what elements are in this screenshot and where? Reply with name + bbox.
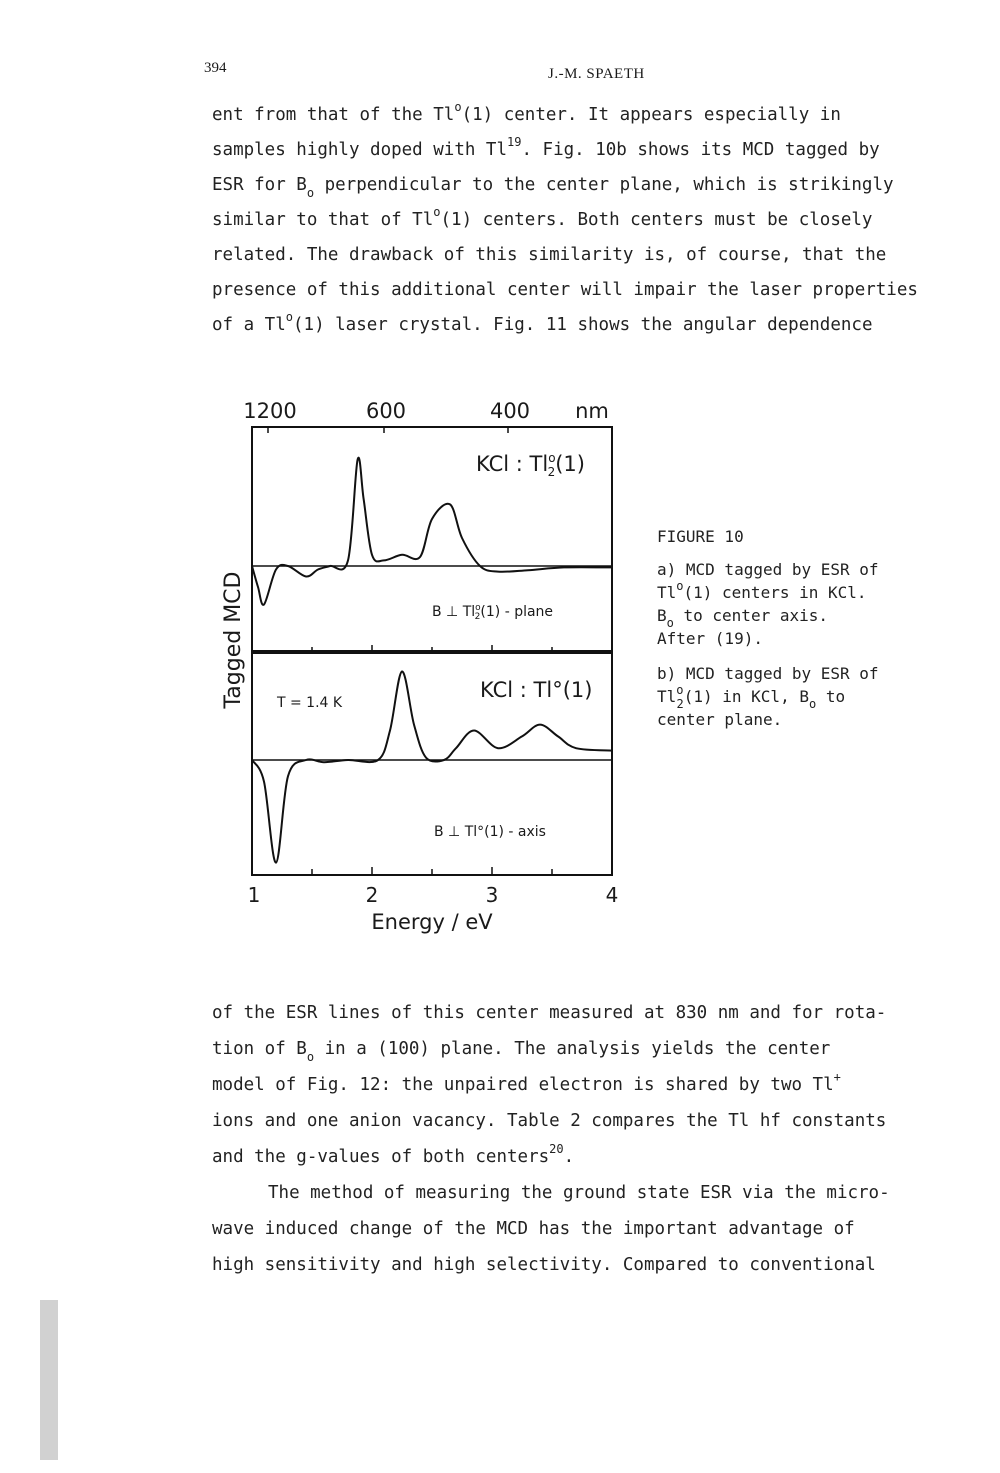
nm-unit-label: nm (575, 399, 609, 423)
text-line: related. The drawback of this similarity is, of course, that the (212, 245, 887, 265)
figure-caption (657, 525, 947, 731)
temperature-label: T = 1.4 K (277, 695, 343, 711)
text-line: The method of measuring the ground state ESR via the micro- (268, 1183, 890, 1203)
text-line: and the g-values of both centers$^{20}$. (212, 1142, 575, 1167)
nm-tick-label: 400 (489, 399, 531, 423)
panel-b-sample-label: KCl : Tl°(1) (480, 678, 593, 702)
caption-line: Tl$^o$(1) centers in KCl. (657, 578, 867, 602)
panel-a-sample-label: KCl : Tl$^o$ 2(1) (476, 451, 585, 479)
panel-b-field-label: B ⊥ Tl°(1) - axis (434, 824, 546, 840)
page-number: 394 (204, 60, 227, 76)
text-line: ESR for $B_o$ perpendicular to the center plane, which is strikingly (212, 175, 894, 200)
scan-artifact (40, 1300, 58, 1460)
y-axis-label: Tagged MCD (221, 571, 246, 709)
mcd-trace-panel-a (252, 458, 612, 605)
caption-line: center plane. (657, 710, 783, 729)
text-line: ions and one anion vacancy. Table 2 compares the Tl hf constants (212, 1111, 887, 1131)
nm-tick-label: 1200 (243, 399, 297, 423)
text-line: high sensitivity and high selectivity. Compared to conventional (212, 1255, 876, 1275)
text-line: ent from that of the Tl$^o$(1) center. It appears especially in (212, 100, 841, 125)
text-line: similar to that of Tl$^o$(1) centers. Both centers must be closely (212, 205, 873, 230)
ev-tick-label: 3 (485, 883, 499, 907)
caption-line: $B_o$ to center axis. (657, 606, 828, 631)
ev-tick-label: 2 (365, 883, 379, 907)
caption-line: b) MCD tagged by ESR of (657, 664, 879, 683)
text-line: samples highly doped with Tl$^{19}$. Fig. 10b shows its MCD tagged by (212, 135, 880, 160)
caption-line: $Tl^o_2(1)$ in KCl, $B_o$ to (657, 682, 846, 712)
caption-line: After (19). (657, 629, 763, 648)
caption-line: a) MCD tagged by ESR of (657, 560, 879, 579)
caption-title: FIGURE 10 (657, 527, 744, 546)
panel-a-field-label: B ⊥ Tl$^o$ 2(1) - plane (432, 603, 554, 622)
running-head: J.-M. SPAETH (548, 66, 645, 82)
ev-tick-label: 4 (605, 883, 619, 907)
text-line: model of Fig. 12: the unpaired electron is shared by two Tl+ (212, 1070, 841, 1095)
x-axis-label: Energy / eV (371, 910, 493, 934)
text-line: of a Tl$^o$(1) laser crystal. Fig. 11 shows the angular dependence (212, 310, 873, 335)
text-line: tion of $B_o$ in a (100) plane. The analysis yields the center (212, 1039, 831, 1064)
text-line: presence of this additional center will impair the laser properties (212, 280, 918, 300)
nm-tick-label: 600 (365, 399, 407, 423)
ev-tick-label: 1 (247, 883, 261, 907)
text-line: wave induced change of the MCD has the important advantage of (212, 1219, 855, 1239)
text-line: of the ESR lines of this center measured at 830 nm and for rota- (212, 1003, 887, 1023)
